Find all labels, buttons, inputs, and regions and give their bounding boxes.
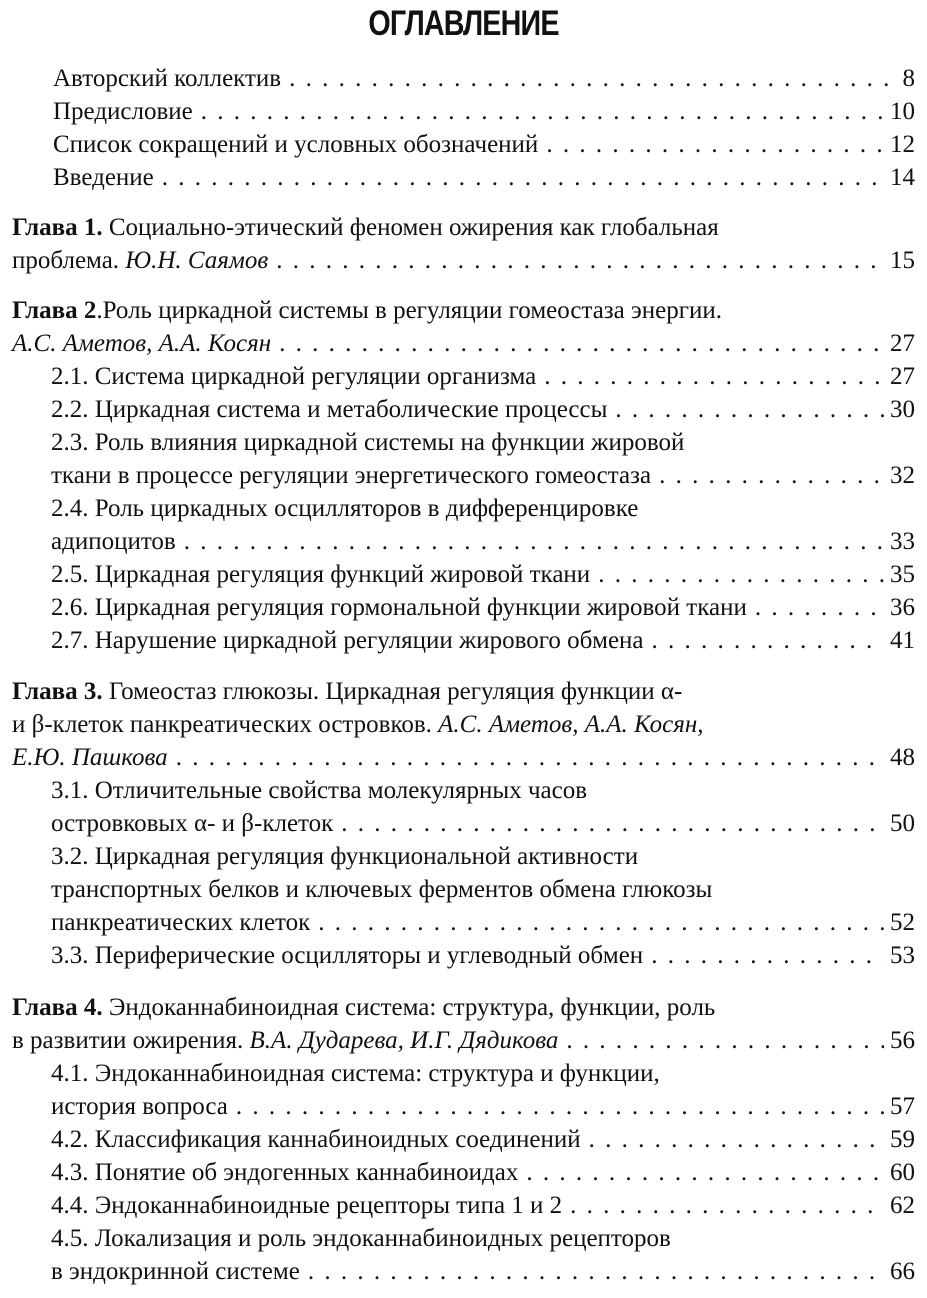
toc-page-number: 62 [890,1192,915,1219]
toc-page-number: 53 [890,942,915,969]
toc-section-2-5[interactable] [0,558,915,592]
toc-section-4-4[interactable] [0,1189,915,1223]
toc-entry-text: история вопроса [51,1093,228,1120]
toc-section-3-2[interactable] [0,840,915,874]
toc-chapter-1-cont[interactable] [0,244,915,278]
toc-entry-text: 3.3. Периферические осцилляторы и углеводный обмен [51,942,644,969]
toc-chapter-2[interactable] [0,294,915,328]
chapter-title: Гомеостаз глюкозы. Циркадная регуляция функции α- [108,678,683,705]
leader-dots [659,459,884,493]
toc-section-3-2-cont2[interactable] [0,906,915,940]
toc-page-number: 14 [890,164,915,191]
toc-chapter-2-cont[interactable] [0,327,915,361]
toc-entry-text: 2.1. Система циркадной регуляции организма [51,363,537,390]
chapter-title-cont [12,244,268,278]
toc-entry-text: 2.6. Циркадная регуляция гормональной функции жировой ткани [51,594,747,621]
leader-dots [162,161,884,195]
toc-page-number: 41 [890,627,915,654]
toc-page-number: 50 [890,810,915,837]
toc-section-2-4[interactable] [0,492,915,526]
toc-section-4-3[interactable] [0,1156,915,1190]
chapter-author: А.С. Аметов, А.А. Косян [12,330,272,357]
toc-entry-introduction[interactable] [0,161,915,195]
leader-dots [526,1156,884,1190]
toc-entry-text: 3.1. Отличительные свойства молекулярных часов [51,777,588,804]
chapter-title-text: проблема. [12,247,120,274]
toc-entry-text: Авторский коллектив [53,65,282,92]
toc-page-number: 15 [890,247,915,274]
toc-entry-text: транспортных белков и ключевых ферментов обмена глюкозы [51,876,713,903]
toc-page-number: 10 [890,98,915,125]
toc-chapter-4-cont[interactable] [0,1024,915,1058]
toc-section-2-2[interactable] [0,393,915,427]
toc-section-3-3[interactable] [0,939,915,973]
leader-dots [308,1255,884,1289]
toc-page-number: 35 [890,561,915,588]
toc-entry-text: Список сокращений и условных обозначений [53,131,539,158]
toc-section-2-3[interactable] [0,426,915,460]
leader-dots [201,95,884,129]
toc-page-number: 32 [890,462,915,489]
toc-page-number: 56 [890,1027,915,1054]
toc-page-number: 59 [890,1126,915,1153]
chapter-author: Е.Ю. Пашкова [12,744,168,771]
toc-section-4-5[interactable] [0,1222,915,1256]
toc-section-2-3-cont[interactable] [0,459,915,493]
toc-entry-text: 2.3. Роль влияния циркадной системы на функции жировой [51,429,685,456]
leader-dots [279,327,884,361]
leader-dots [276,244,884,278]
toc-entry-authors[interactable] [0,62,915,96]
toc-page-number: 12 [890,131,915,158]
chapter-label: Глава 3. [12,678,103,705]
toc-entry-text: в эндокринной системе [51,1258,300,1285]
leader-dots [652,624,884,658]
chapter-author: А.С. Аметов, А.А. Косян, [438,711,704,738]
toc-entry-preface[interactable] [0,95,915,129]
page-title: ОГЛАВЛЕНИЕ [368,4,559,43]
chapter-label: Глава 4. [12,994,103,1021]
chapter-label: Глава 2 [12,297,97,324]
leader-dots [755,591,884,625]
toc-entry-text: Предисловие [53,98,193,125]
toc-chapter-3-cont2[interactable] [0,741,915,775]
toc-page-number: 27 [890,363,915,390]
chapter-title-text: в развитии ожирения. [12,1027,244,1054]
leader-dots [318,906,884,940]
toc-page-number: 66 [890,1258,915,1285]
toc-page-number: 30 [890,396,915,423]
chapter-title-text: и β-клеток панкреатических островков. [12,711,432,738]
toc-section-2-7[interactable] [0,624,915,658]
toc-entry-text: 4.3. Понятие об эндогенных каннабиноидах [51,1159,519,1186]
toc-entry-text: 2.2. Циркадная система и метаболические процессы [51,396,608,423]
toc-chapter-4[interactable] [0,991,915,1025]
leader-dots [598,558,884,592]
toc-entry-text: панкреатических клеток [51,909,311,936]
toc-entry-text: адипоцитов [51,528,176,555]
toc-page-number: 57 [890,1093,915,1120]
toc-section-2-6[interactable] [0,591,915,625]
chapter-label: Глава 1. [12,214,103,241]
toc-page-number: 60 [890,1159,915,1186]
chapter-title: .Роль циркадной системы в регуляции гомеостаза энергии. [96,297,722,324]
chapter-title: Эндоканнабиноидная система: структура, функции, роль [108,994,716,1021]
toc-page-number: 8 [902,65,915,92]
leader-dots [184,525,884,559]
toc-entry-text: ткани в процессе регуляции энергетического гомеостаза [51,462,652,489]
toc-chapter-3-cont[interactable] [0,708,915,742]
toc-section-4-1-cont[interactable] [0,1090,915,1124]
toc-entry-text: 4.4. Эндоканнабиноидные рецепторы типа 1 и 2 [51,1192,563,1219]
chapter-title: Социально-этический феномен ожирения как глобальная [108,214,719,241]
toc-page-number: 36 [890,594,915,621]
toc-chapter-1[interactable] [0,211,915,245]
chapter-author: В.А. Дударева, И.Г. Дядикова [249,1027,559,1054]
toc-section-2-1[interactable] [0,360,915,394]
toc-page-number: 27 [890,330,915,357]
leader-dots [570,1189,884,1223]
leader-dots [289,62,896,96]
chapter-title-cont [12,1024,558,1058]
toc-entry-text: 2.5. Циркадная регуляция функций жировой ткани [51,561,591,588]
leader-dots [566,1024,884,1058]
toc-entry-text: 4.5. Локализация и роль эндоканнабиноидных рецепторов [51,1225,671,1252]
toc-entry-text: 2.7. Нарушение циркадной регуляции жирового обмена [51,627,644,654]
toc-entry-text: 4.1. Эндоканнабиноидная система: структура и функции, [51,1060,660,1087]
toc-section-4-2[interactable] [0,1123,915,1157]
toc-entry-text: островковых α- и β-клеток [51,810,334,837]
leader-dots [341,807,884,841]
toc-section-2-4-cont[interactable] [0,525,915,559]
leader-dots [615,393,884,427]
leader-dots [176,741,884,775]
toc-entry-text: 4.2. Классификация каннабиноидных соединений [51,1126,581,1153]
toc-entry-text: Введение [53,164,154,191]
toc-page-number: 52 [890,909,915,936]
chapter-author: Ю.Н. Саямов [125,247,269,274]
toc-chapter-3[interactable] [0,675,915,709]
leader-dots [544,360,884,394]
toc-page-number: 48 [890,744,915,771]
leader-dots [589,1123,884,1157]
toc-page-number: 33 [890,528,915,555]
toc-section-3-2-cont[interactable] [0,873,915,907]
toc-entry-text: 3.2. Циркадная регуляция функциональной активности [51,843,639,870]
toc-section-4-1[interactable] [0,1057,915,1091]
leader-dots [236,1090,884,1124]
toc-section-4-5-cont[interactable] [0,1255,915,1289]
toc-entry-text: 2.4. Роль циркадных осцилляторов в дифференцировке [51,495,639,522]
toc-entry-abbreviations[interactable] [0,128,915,162]
leader-dots [651,939,884,973]
toc-section-3-1[interactable] [0,774,915,808]
leader-dots [546,128,884,162]
toc-section-3-1-cont[interactable] [0,807,915,841]
